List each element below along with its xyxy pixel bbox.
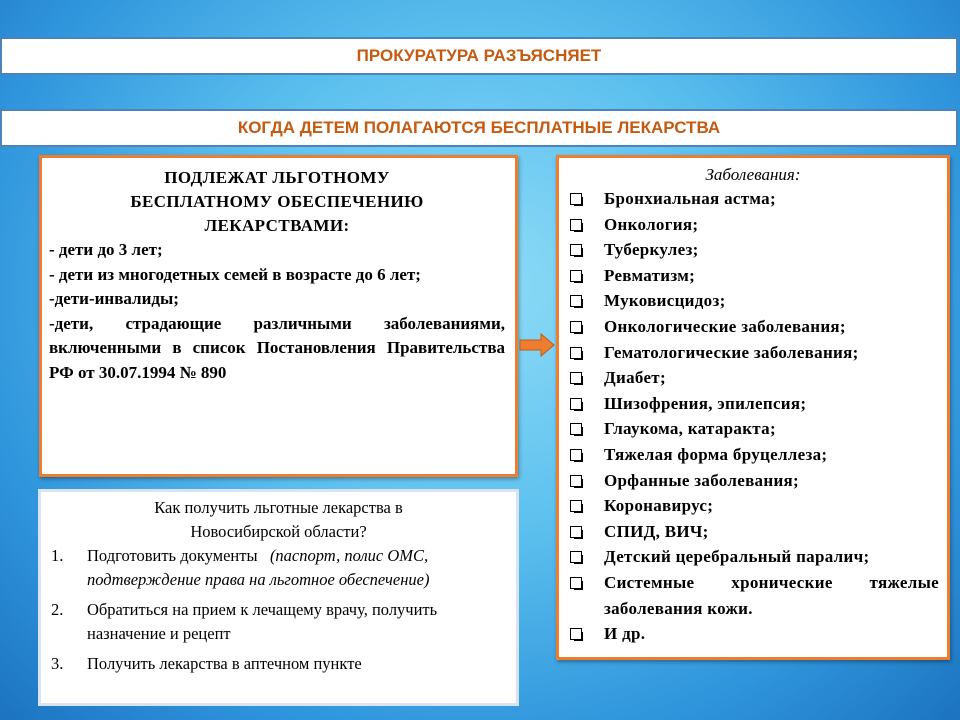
checkbox-bullet-icon [570, 628, 582, 640]
checkbox-bullet-icon [570, 270, 582, 282]
disease-label: Глаукома, катаракта; [604, 419, 776, 439]
howto-intro-line: Новосибирской области? [190, 522, 367, 541]
disease-label: Шизофрения, эпилепсия; [604, 393, 807, 413]
howto-step [49, 598, 508, 646]
eligible-heading [49, 166, 505, 238]
banner-title: ПРОКУРАТУРА РАЗЪЯСНЯЕТ [356, 46, 602, 65]
disease-label: Системные хронические тяжелые заболевания кожи. [604, 572, 939, 618]
howto-intro-line: Как получить льготные лекарства в [154, 498, 403, 517]
banner-free-medicines [0, 109, 958, 147]
eligible-item: -дети, страдающие различными заболеваниями, включенными в список Постановления Правительства РФ от 30.07.1994 № 890 [49, 313, 505, 382]
disease-item [567, 544, 939, 570]
howto-panel [38, 489, 519, 706]
eligible-panel [39, 155, 518, 477]
disease-item [567, 212, 939, 238]
checkbox-bullet-icon [570, 372, 582, 384]
checkbox-bullet-icon [570, 219, 582, 231]
checkbox-bullet-icon [570, 244, 582, 256]
right-arrow-icon [519, 332, 556, 358]
step-number: 1. [51, 546, 64, 565]
checkbox-bullet-icon [570, 347, 582, 359]
disease-label: Тяжелая форма бруцеллеза; [604, 444, 828, 464]
disease-label: Ревматизм; [604, 265, 696, 285]
eligible-item: - дети до 3 лет; [49, 240, 163, 259]
disease-item [567, 519, 939, 545]
disease-label: Орфанные заболевания; [604, 470, 799, 490]
disease-item [567, 391, 939, 417]
howto-step [49, 652, 508, 676]
disease-item [567, 442, 939, 468]
step-number: 3. [51, 654, 64, 673]
disease-item [567, 493, 939, 519]
step-text: Получить лекарства в аптечном пункте [87, 654, 362, 673]
step-detail: (паспорт, полис ОМС, подтверждение права на льготное обеспечение) [87, 546, 430, 589]
banner-prosecutor-explains [0, 37, 958, 75]
disease-label: Туберкулез; [604, 240, 699, 260]
checkbox-bullet-icon [570, 193, 582, 205]
disease-label: Муковисцидоз; [604, 291, 726, 311]
disease-item [567, 340, 939, 366]
checkbox-bullet-icon [570, 526, 582, 538]
checkbox-bullet-icon [570, 500, 582, 512]
diseases-list [567, 186, 939, 647]
checkbox-bullet-icon [570, 321, 582, 333]
disease-item [567, 263, 939, 289]
disease-label: Онкология; [604, 214, 699, 234]
howto-steps [49, 544, 508, 676]
eligible-heading-line: БЕСПЛАТНОМУ ОБЕСПЕЧЕНИЮ [130, 192, 424, 211]
disease-item [567, 621, 939, 647]
eligible-item: -дети-инвалиды; [49, 289, 179, 308]
disease-label: Онкологические заболевания; [604, 316, 846, 336]
checkbox-bullet-icon [570, 398, 582, 410]
eligible-heading-line: ПОДЛЕЖАТ ЛЬГОТНОМУ [164, 168, 390, 187]
banner-subtitle: КОГДА ДЕТЕМ ПОЛАГАЮТСЯ БЕСПЛАТНЫЕ ЛЕКАРСТВА [237, 118, 721, 137]
disease-label: Гематологические заболевания; [604, 342, 859, 362]
checkbox-bullet-icon [570, 475, 582, 487]
eligible-heading-line: ЛЕКАРСТВАМИ: [204, 216, 350, 235]
disease-item [567, 288, 939, 314]
disease-item [567, 416, 939, 442]
checkbox-bullet-icon [570, 295, 582, 307]
disease-label: Коронавирус; [604, 496, 714, 516]
disease-label: Бронхиальная астма; [604, 189, 776, 208]
disease-label: Диабет; [604, 368, 666, 388]
disease-item [567, 186, 939, 212]
checkbox-bullet-icon [570, 577, 582, 589]
disease-item [567, 237, 939, 263]
checkbox-bullet-icon [570, 449, 582, 461]
disease-item [567, 468, 939, 494]
howto-intro [49, 496, 508, 544]
disease-label: И др. [604, 624, 646, 644]
eligible-item: - дети из многодетных семей в возрасте до 6 лет; [49, 264, 421, 284]
checkbox-bullet-icon [570, 423, 582, 435]
step-number: 2. [51, 600, 64, 619]
disease-item [567, 365, 939, 391]
step-text: Обратиться на прием к лечащему врачу, получить назначение и рецепт [87, 600, 438, 643]
diseases-panel [556, 155, 950, 660]
step-text: Подготовить документы [87, 546, 258, 565]
checkbox-bullet-icon [570, 551, 582, 563]
disease-label: Детский церебральный паралич; [604, 547, 870, 567]
disease-item [567, 314, 939, 340]
disease-item [567, 570, 939, 621]
diseases-title: Заболевания: [705, 165, 801, 184]
disease-label: СПИД, ВИЧ; [604, 521, 709, 541]
howto-step [49, 544, 508, 592]
